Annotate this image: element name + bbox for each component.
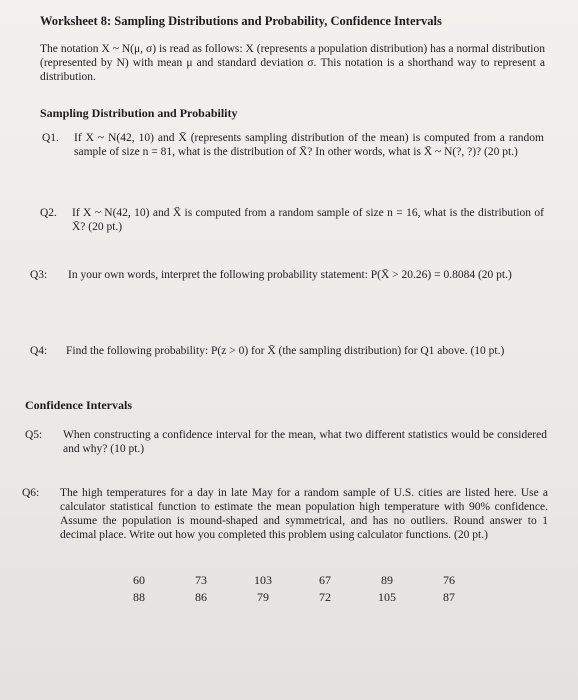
worksheet-title: Worksheet 8: Sampling Distributions and Probability, Confidence Intervals xyxy=(40,14,442,28)
temperature-value: 76 xyxy=(443,573,455,587)
question-number: Q6: xyxy=(22,487,40,499)
temperature-value: 87 xyxy=(443,590,455,604)
question-1 xyxy=(42,131,544,159)
question-5 xyxy=(25,428,547,456)
temperature-value: 79 xyxy=(257,590,269,604)
temperature-value: 105 xyxy=(378,590,396,604)
temperature-data-grid xyxy=(108,573,480,605)
question-number: Q4: xyxy=(30,345,48,357)
temperature-value: 88 xyxy=(133,590,145,604)
question-number: Q1. xyxy=(42,132,59,144)
question-text: If X ~ N(42, 10) and X̄ (represents sampling distribution of the mean) is computed from a random sample of size n = 81, what is the distribution of X̄? In other words, what is X̄ ~ N(?, ?)? (20 pt.) xyxy=(74,132,544,158)
temperature-value: 86 xyxy=(195,590,207,604)
question-text: When constructing a confidence interval for the mean, what two different statistics would be considered and why? (10 pt.) xyxy=(63,429,547,455)
section-heading-sampling: Sampling Distribution and Probability xyxy=(40,106,238,120)
temperature-value: 60 xyxy=(133,573,145,587)
question-number: Q2. xyxy=(40,207,57,219)
section-heading-confidence: Confidence Intervals xyxy=(25,398,132,412)
temperature-value: 67 xyxy=(319,573,331,587)
temperature-value: 73 xyxy=(195,573,207,587)
question-3 xyxy=(30,268,544,282)
question-text: If X ~ N(42, 10) and X̄ is computed from a random sample of size n = 16, what is the distribution of X̄? (20 pt.) xyxy=(72,207,544,233)
question-number: Q5: xyxy=(25,429,43,441)
temperature-value: 103 xyxy=(254,573,272,587)
question-4 xyxy=(30,344,544,358)
question-text: Find the following probability: P(z > 0) for X̄ (the sampling distribution) for Q1 above. (10 pt.) xyxy=(66,345,505,357)
question-text: The high temperatures for a day in late May for a random sample of U.S. cities are listed here. Use a calculator statistical function to estimate the mean population high temperature with 90% confidence. Assume the population is mound-shaped and symmetrical, and has no outliers. Round answer to 1 decimal place. Write out how you completed this problem using calculator functions. (20 pt.) xyxy=(60,487,548,541)
temperature-value: 72 xyxy=(319,590,331,604)
notation-intro: The notation X ~ N(μ, σ) is read as follows: X (represents a population distribution) has a normal distribution (represented by N) with mean μ and standard deviation σ. This notation is a shorthand way to represent a distribution. xyxy=(40,43,545,83)
question-2 xyxy=(40,206,544,234)
question-number: Q3: xyxy=(30,269,48,281)
temperature-value: 89 xyxy=(381,573,393,587)
question-text: In your own words, interpret the following probability statement: P(X̄ > 20.26) = 0.8084 (20 pt.) xyxy=(68,269,512,281)
question-6 xyxy=(22,486,548,542)
